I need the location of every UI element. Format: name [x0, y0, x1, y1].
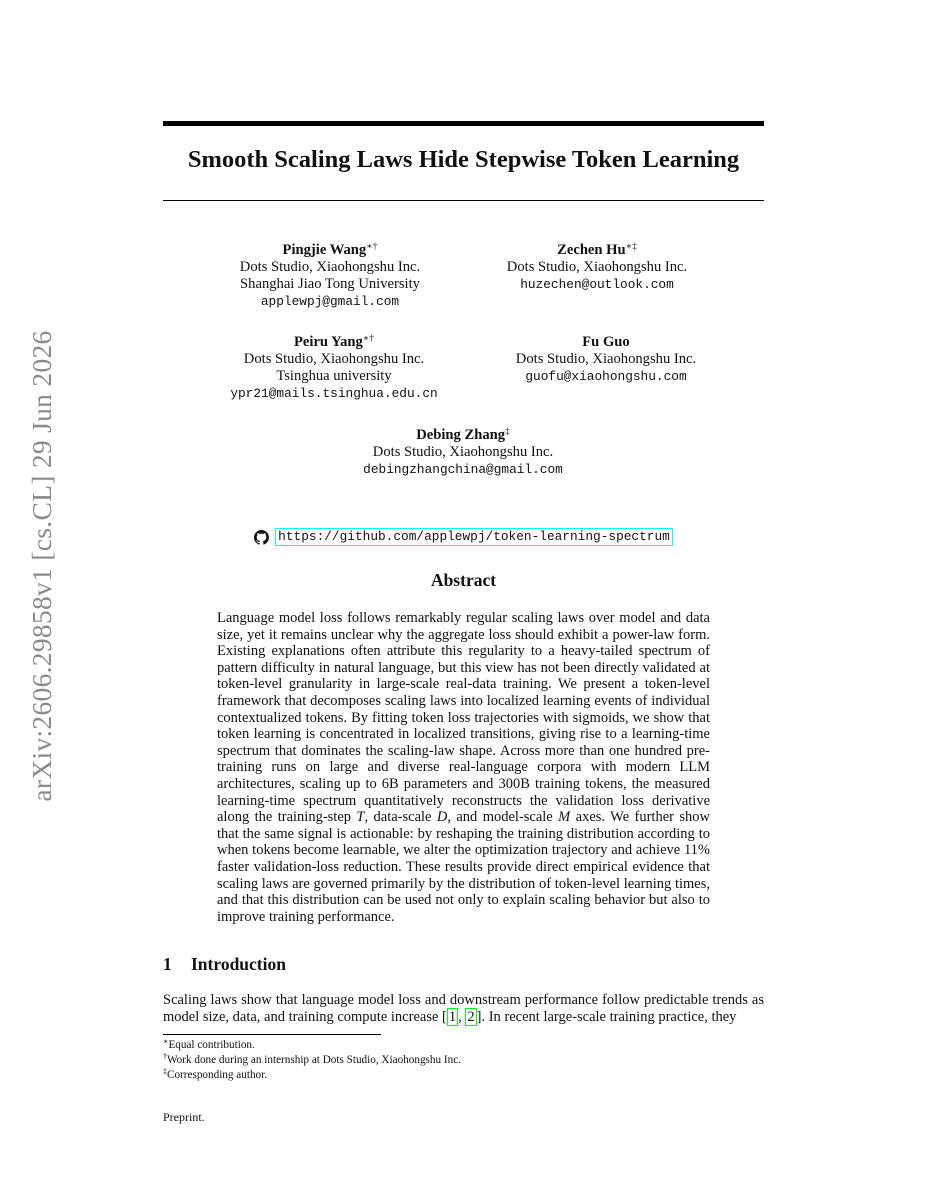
title-rule-top	[163, 121, 764, 126]
author-affiliation: Dots Studio, Xiaohongshu Inc.	[506, 259, 688, 275]
author-block	[303, 427, 623, 478]
math-variable-m: M	[558, 809, 571, 826]
footnote-rule	[163, 1034, 381, 1035]
introduction-text: Scaling laws show that language model loss and downstream performance follow predictable trends as model size, data, and training compute increase [ 1 , 2 ]. In recent large-scale training practice, they	[163, 992, 764, 1025]
author-affiliation: Dots Studio, Xiaohongshu Inc.	[515, 351, 697, 367]
author-affiliation: Tsinghua university	[276, 368, 392, 384]
author-marks: ∗†	[366, 242, 378, 252]
author-affiliation: Dots Studio, Xiaohongshu Inc.	[372, 444, 554, 460]
github-icon	[254, 530, 269, 545]
arxiv-identifier: arXiv:2606.29858v1 [cs.CL] 29 Jun 2026	[26, 330, 57, 802]
author-marks: ‡	[505, 427, 510, 437]
author-email[interactable]: huzechen@outlook.com	[520, 277, 674, 292]
author-affiliation: Dots Studio, Xiaohongshu Inc.	[239, 259, 421, 275]
author-affiliation: Dots Studio, Xiaohongshu Inc.	[243, 351, 425, 367]
footnote: ∗Equal contribution.	[163, 1037, 255, 1051]
title-rule-bottom	[163, 200, 764, 201]
section-heading-introduction	[163, 954, 286, 975]
author-email[interactable]: ypr21@mails.tsinghua.edu.cn	[230, 386, 438, 401]
footnote: ‡Corresponding author.	[163, 1067, 268, 1081]
citation-link[interactable]: 1	[448, 1009, 457, 1025]
paper-title: Smooth Scaling Laws Hide Stepwise Token Learning	[187, 146, 740, 173]
author-name: Fu Guo	[582, 334, 630, 350]
author-email[interactable]: applewpj@gmail.com	[260, 294, 400, 309]
repository-link[interactable]: https://github.com/applewpj/token-learning-spectrum	[275, 528, 673, 546]
author-email[interactable]: debingzhangchina@gmail.com	[363, 462, 563, 477]
author-marks: ∗†	[362, 334, 374, 344]
abstract-text: Language model loss follows remarkably regular scaling laws over model and data size, yet it remains unclear why the aggregate loss should exhibit a power-law form. Existing explanations often attribute this regularity to a heavy-tailed spectrum of pattern difficulty in natural language, but this view has not been directly validated at token-level granularity in large-scale real-data training. We present a token-level framework that decomposes scaling laws into localized learning events of individual contextualized tokens. By fitting token loss trajectories with sigmoids, we show that token learning is concentrated in localized transitions, giving rise to a learning-time spectrum that dominates the scaling-law shape. Across more than one hundred pre-training runs on large and diverse real-language corpora with modern LLM architectures, scaling up to 6B parameters and 300B training tokens, the measured learning-time spectrum quantitatively reconstructs the validation loss derivative along the training-step T, data-scale D, and model-scale M axes. We further show that the same signal is actionable: by reshaping the training distribution according to when tokens become learnable, we alter the optimization trajectory and achieve 11% faster validation-loss reduction. These results provide direct empirical evidence that scaling laws are governed primarily by the distribution of token-level learning times, and that this distribution can be used not only to explain scaling behavior but also to improve training performance.	[217, 610, 710, 925]
footnotes	[163, 1038, 764, 1083]
author-email[interactable]: guofu@xiaohongshu.com	[525, 369, 687, 384]
section-number: 1	[163, 954, 172, 974]
author-name: Pingjie Wang	[282, 242, 367, 258]
author-block	[437, 242, 757, 293]
citation-group: [ 1 , 2 ]	[442, 1009, 482, 1025]
author-affiliation: Shanghai Jiao Tong University	[240, 276, 420, 292]
author-name: Peiru Yang	[294, 334, 363, 350]
preprint-label: Preprint.	[163, 1110, 205, 1124]
author-block	[446, 334, 766, 385]
repository-row	[163, 528, 764, 548]
math-variable-d: D	[436, 809, 448, 826]
footnote: †Work done during an internship at Dots Studio, Xiaohongshu Inc.	[163, 1052, 461, 1066]
citation-link[interactable]: 2	[467, 1009, 475, 1025]
author-name: Zechen Hu	[557, 242, 626, 258]
abstract-heading: Abstract	[430, 570, 497, 590]
section-title: Introduction	[191, 954, 286, 974]
author-name: Debing Zhang	[416, 427, 506, 443]
math-variable-t: T	[356, 809, 365, 826]
author-marks: ∗‡	[625, 242, 637, 252]
